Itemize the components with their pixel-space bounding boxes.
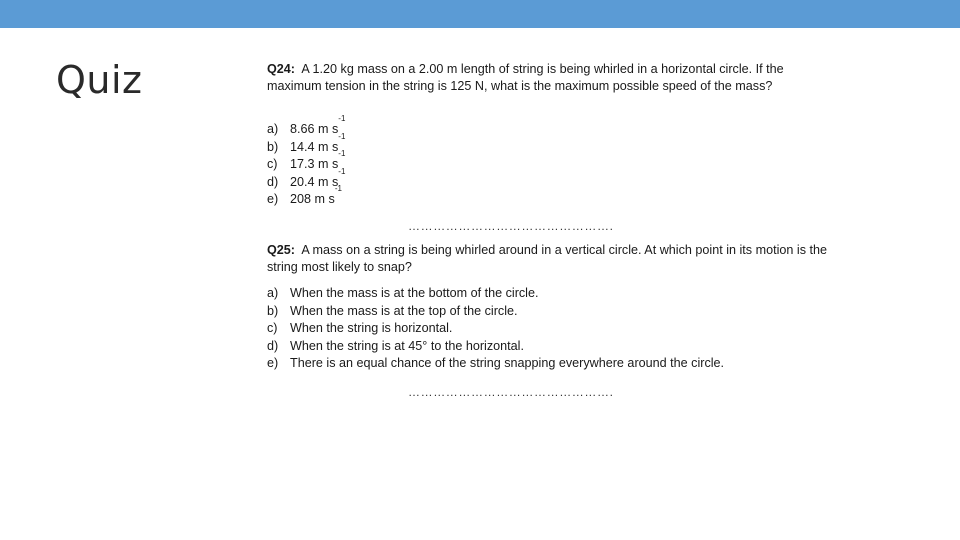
options-list — [267, 114, 827, 209]
question-number: Q24: — [267, 62, 295, 76]
options-list — [267, 285, 827, 373]
option-b: b) When the mass is at the top of the circle. — [267, 303, 518, 318]
option-c: c) When the string is horizontal. — [267, 321, 453, 336]
option-a: a) When the mass is at the bottom of the circle. — [267, 285, 539, 300]
option-b: b) 14.4 m s $^{-1}$ — [267, 131, 346, 154]
option-d: d) 20.4 m s $^{-1}$ — [267, 166, 346, 189]
option-e: e) 208 m s $^{-1}$ — [267, 184, 342, 207]
answer-line: …………………………………………. — [408, 218, 614, 233]
question-q25 — [267, 242, 827, 399]
question-number: Q25: — [267, 242, 295, 257]
option-c: c) 17.3 m s $^{-1}$ — [267, 149, 346, 172]
option-d: d) When the string is at 45° to the horizontal. — [267, 338, 524, 353]
slide-title: Quiz — [56, 58, 143, 102]
top-accent-bar — [0, 0, 960, 28]
quiz-content — [267, 61, 827, 399]
answer-line: …………………………………………. — [408, 384, 614, 399]
option-a: a) 8.66 m s $^{-1}$ — [267, 114, 346, 136]
question-q24 — [267, 61, 827, 233]
question-text: A mass on a string is being whirled around in a vertical circle. At which point in its motion is the string most likely to snap? — [267, 242, 828, 275]
question-text: A 1.20 kg mass on a 2.00 m length of string is being whirled in a horizontal circle. If the maximum tension in the string is 125 N, what is the maximum possible speed of the mass? — [267, 62, 784, 94]
option-e: e) There is an equal chance of the string snapping everywhere around the circle. — [267, 356, 725, 371]
